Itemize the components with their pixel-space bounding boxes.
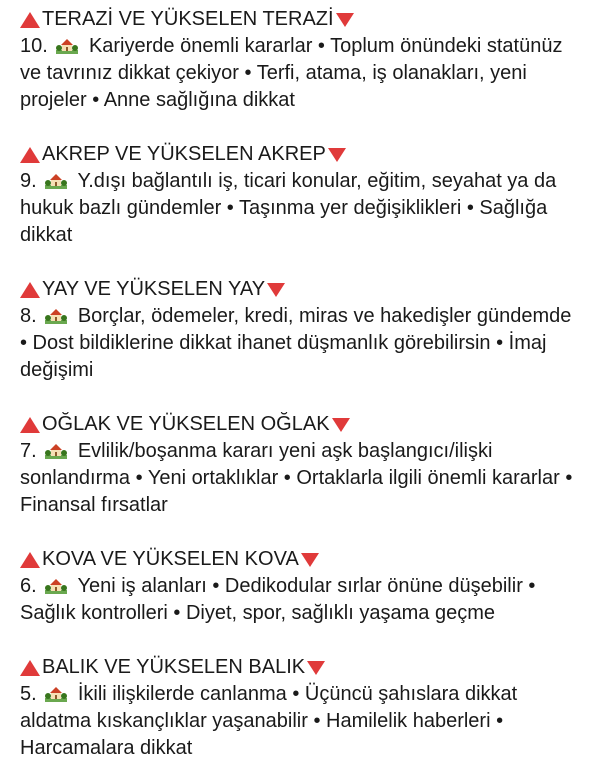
house-with-garden-icon [44, 575, 68, 595]
section-body [20, 438, 580, 519]
house-with-garden-icon [55, 35, 79, 55]
sign-section-yay [20, 276, 580, 384]
house-number: 7. [20, 440, 37, 462]
house-number: 8. [20, 305, 37, 327]
section-heading [20, 276, 580, 303]
sign-section-akrep [20, 141, 580, 249]
red-triangle-up-icon [20, 552, 40, 568]
red-triangle-up-icon [20, 282, 40, 298]
forecast-text: Kariyerde önemli kararlar • Toplum önündeki statünüz ve tavrınız dikkat çekiyor • Terfi, atama, iş olanakları, yeni projeler • Anne sağlığına dikkat [20, 35, 563, 111]
house-with-garden-icon [44, 440, 68, 460]
section-heading [20, 6, 580, 33]
red-triangle-down-icon [336, 13, 354, 27]
red-triangle-down-icon [328, 148, 346, 162]
forecast-text: Evlilik/boşanma kararı yeni aşk başlangıcı/ilişki sonlandırma • Yeni ortaklıklar • Ortaklarla ilgili önemli kararlar • Finansal fırsatlar [20, 440, 573, 516]
red-triangle-down-icon [307, 661, 325, 675]
sign-section-kova [20, 546, 580, 627]
section-body [20, 681, 580, 762]
red-triangle-up-icon [20, 417, 40, 433]
forecast-text: İkili ilişkilerde canlanma • Üçüncü şahıslara dikkat aldatma kıskançlıklar yaşanabilir • Hamilelik haberleri • Harcamalara dikkat [20, 683, 518, 759]
house-with-garden-icon [44, 170, 68, 190]
red-triangle-down-icon [301, 553, 319, 567]
red-triangle-down-icon [267, 283, 285, 297]
house-number: 10. [20, 35, 48, 57]
forecast-text: Yeni iş alanları • Dedikodular sırlar önüne düşebilir • Sağlık kontrolleri • Diyet, spor, sağlıklı yaşama geçme [20, 575, 536, 624]
sign-section-oglak [20, 411, 580, 519]
house-with-garden-icon [44, 683, 68, 703]
heading-text: OĞLAK VE YÜKSELEN OĞLAK [42, 413, 330, 435]
section-body [20, 573, 580, 627]
sign-section-balik [20, 654, 580, 762]
red-triangle-up-icon [20, 660, 40, 676]
red-triangle-up-icon [20, 147, 40, 163]
section-body [20, 168, 580, 249]
house-with-garden-icon [44, 305, 68, 325]
section-body [20, 33, 580, 114]
house-number: 5. [20, 683, 37, 705]
house-number: 9. [20, 170, 37, 192]
forecast-text: Y.dışı bağlantılı iş, ticari konular, eğitim, seyahat ya da hukuk bazlı gündemler • Taşınma yer değişiklikleri • Sağlığa dikkat [20, 170, 557, 246]
heading-text: TERAZİ VE YÜKSELEN TERAZİ [42, 8, 334, 30]
section-body [20, 303, 580, 384]
heading-text: AKREP VE YÜKSELEN AKREP [42, 143, 326, 165]
heading-text: YAY VE YÜKSELEN YAY [42, 278, 266, 300]
section-heading [20, 411, 580, 438]
red-triangle-up-icon [20, 12, 40, 28]
forecast-text: Borçlar, ödemeler, kredi, miras ve hakedişler gündemde • Dost bildiklerine dikkat ihanet düşmanlık görebilirsin • İmaj değişimi [20, 305, 572, 381]
red-triangle-down-icon [332, 418, 350, 432]
heading-text: BALIK VE YÜKSELEN BALIK [42, 656, 306, 678]
section-heading [20, 546, 580, 573]
house-number: 6. [20, 575, 37, 597]
sign-section-terazi [20, 6, 580, 114]
section-heading [20, 141, 580, 168]
section-heading [20, 654, 580, 681]
heading-text: KOVA VE YÜKSELEN KOVA [42, 548, 299, 570]
